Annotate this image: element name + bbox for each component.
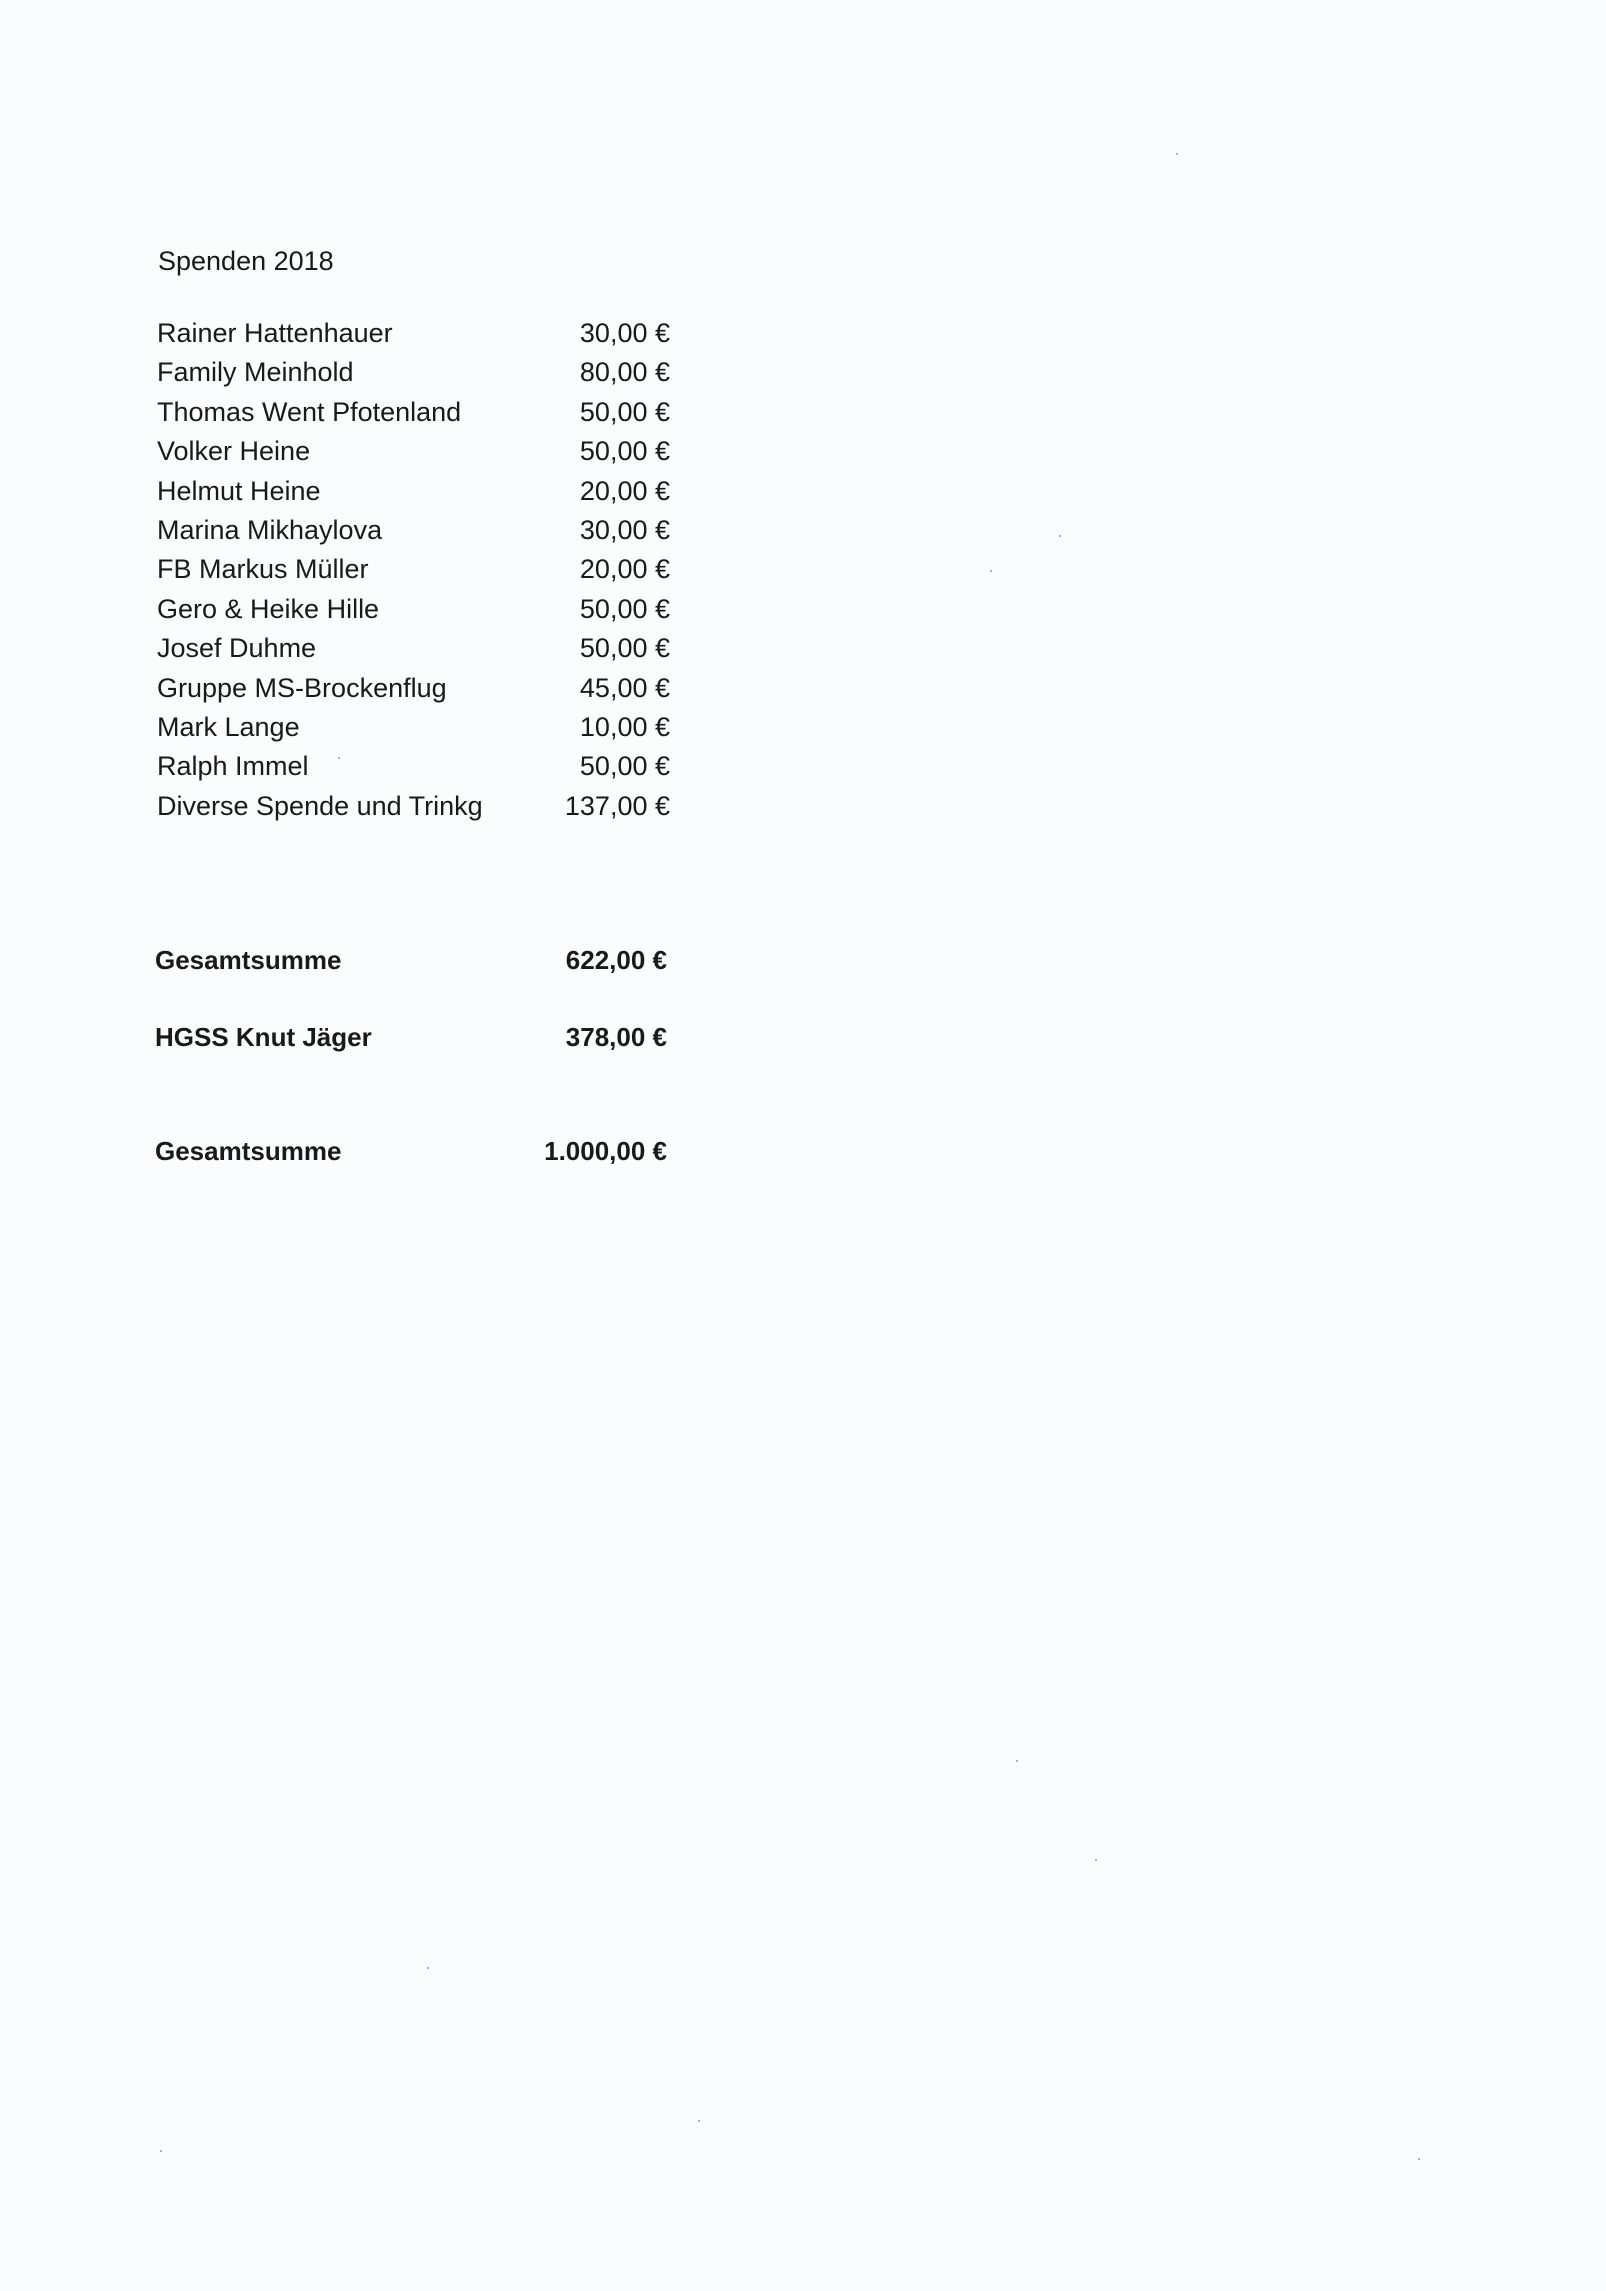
donor-name: Volker Heine [157, 436, 311, 467]
donation-row [157, 316, 677, 355]
document-title: Spenden 2018 [158, 246, 334, 276]
donor-name: Helmut Heine [157, 475, 321, 506]
donation-amount: 30,00 € [579, 514, 670, 545]
donation-amount: 10,00 € [579, 711, 670, 742]
donor-name: Marina Mikhaylova [157, 514, 383, 545]
scan-speck [1176, 153, 1178, 155]
scan-speck [1418, 2158, 1420, 2160]
donation-row [157, 474, 677, 513]
donor-name: Josef Duhme [157, 633, 317, 664]
donation-amount: 50,00 € [579, 593, 670, 624]
scan-speck [1016, 1760, 1018, 1762]
donation-list [157, 316, 677, 828]
donation-amount: 50,00 € [579, 633, 670, 664]
donation-amount: 20,00 € [579, 554, 670, 585]
contribution-amount: 378,00 € [565, 1022, 667, 1052]
scan-speck [698, 2120, 700, 2122]
donation-row [157, 395, 677, 434]
donation-row [157, 749, 677, 788]
donor-name: Gruppe MS-Brockenflug [157, 672, 447, 703]
scan-speck [1059, 535, 1061, 537]
grand-total-label: Gesamtsumme [155, 1136, 342, 1166]
scan-speck [160, 2150, 162, 2152]
donor-name: Gero & Heike Hille [157, 593, 380, 624]
donation-row [157, 592, 677, 631]
donation-row [157, 631, 677, 670]
donor-name: Diverse Spende und Trinkg [157, 790, 483, 821]
subtotal-amount: 622,00 € [565, 945, 667, 975]
donation-amount: 137,00 € [564, 790, 670, 821]
scan-speck [990, 570, 992, 572]
grand-total-amount: 1.000,00 € [544, 1136, 667, 1166]
donation-row [157, 513, 677, 552]
donation-row [157, 671, 677, 710]
donation-row [157, 355, 677, 394]
donation-row [157, 552, 677, 591]
donation-row [157, 434, 677, 473]
donor-name: Mark Lange [157, 711, 300, 742]
donor-name: Thomas Went Pfotenland [157, 396, 462, 427]
donation-amount: 45,00 € [579, 672, 670, 703]
donor-name: Rainer Hattenhauer [157, 318, 393, 348]
donor-name: Ralph Immel [157, 751, 309, 782]
contribution-label: HGSS Knut Jäger [155, 1022, 372, 1052]
donation-row [157, 789, 677, 828]
donation-amount: 80,00 € [579, 357, 670, 388]
donation-amount: 50,00 € [579, 436, 670, 467]
donation-amount: 20,00 € [579, 475, 670, 506]
scan-speck [1095, 1859, 1097, 1861]
donation-amount: 50,00 € [579, 751, 670, 782]
donation-row [157, 710, 677, 749]
scan-speck [338, 757, 340, 759]
scan-speck [427, 1967, 429, 1969]
donation-amount: 50,00 € [579, 396, 670, 427]
donation-amount: 30,00 € [579, 318, 670, 348]
subtotal-label: Gesamtsumme [155, 945, 342, 975]
donor-name: FB Markus Müller [157, 554, 369, 585]
donor-name: Family Meinhold [157, 357, 354, 388]
